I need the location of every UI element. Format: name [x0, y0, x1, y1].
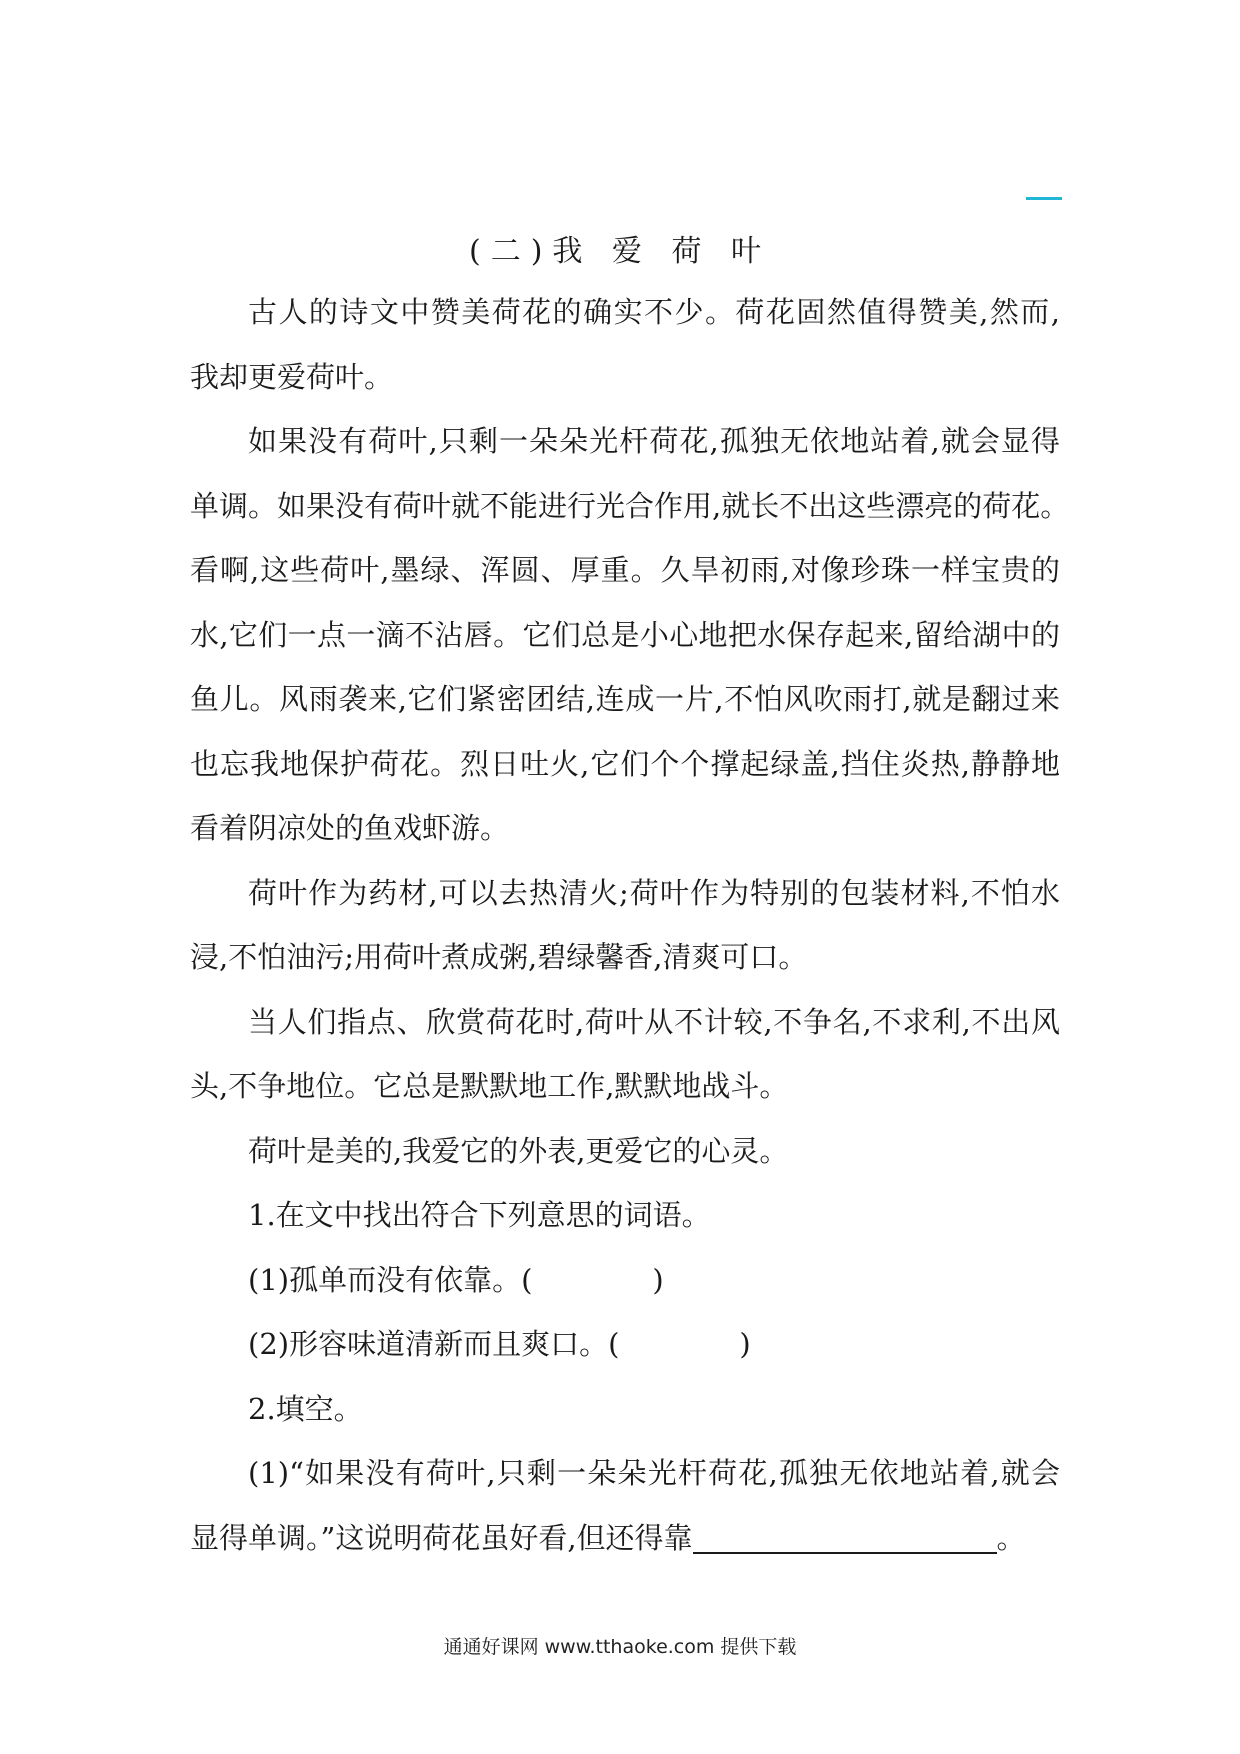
p3-line-2: 浸,不怕油污;用荷叶煮成粥,碧绿馨香,清爽可口。 — [190, 940, 808, 974]
question-1-2-text: (2)形容味道清新而且爽口。( — [248, 1327, 620, 1361]
p4-line-2: 头,不争地位。它总是默默地工作,默默地战斗。 — [190, 1069, 789, 1103]
question-2: 2.填空。 — [248, 1391, 363, 1426]
p2-line-2: 单调。如果没有荷叶就不能进行光合作用,就长不出这些漂亮的荷花。 — [190, 488, 1070, 523]
p2-line-3: 看啊,这些荷叶,墨绿、浑圆、厚重。久旱初雨,对像珍珠一样宝贵的 — [190, 553, 1060, 587]
p3-line-1: 荷叶作为药材,可以去热清火;荷叶作为特别的包装材料,不怕水 — [248, 875, 1060, 910]
passage-content — [190, 280, 1070, 1570]
p2-line-5: 鱼儿。风雨袭来,它们紧密团结,连成一片,不怕风吹雨打,就是翻过来 — [190, 682, 1060, 716]
question-1-1-text: (1)孤单而没有依靠。( — [248, 1262, 533, 1297]
p2-line-1: 如果没有荷叶,只剩一朵朵光杆荷花,孤独无依地站着,就会显得 — [248, 424, 1060, 458]
p1-line-1: 古人的诗文中赞美荷花的确实不少。荷花固然值得赞美,然而, — [248, 295, 1060, 329]
p5-line: 荷叶是美的,我爱它的外表,更爱它的心灵。 — [248, 1133, 789, 1168]
accent-mark — [1026, 197, 1062, 200]
p2-line-6: 也忘我地保护荷花。烈日吐火,它们个个撑起绿盖,挡住炎热,静静地 — [190, 746, 1060, 781]
question-2-1-text: 显得单调。”这说明荷花虽好看,但还得靠 — [190, 1520, 693, 1555]
question-2-1-line-1: (1)“如果没有荷叶,只剩一朵朵光杆荷花,孤独无依地站着,就会 — [248, 1456, 1060, 1490]
p2-line-7: 看着阴凉处的鱼戏虾游。 — [190, 811, 510, 845]
footer-watermark: 通通好课网 www.tthaoke.com 提供下载 — [443, 1636, 797, 1658]
question-2-1-line-2 — [190, 1506, 1060, 1571]
question-1-2-close: ) — [739, 1327, 751, 1361]
question-1-2 — [190, 1312, 1060, 1377]
p1-line-2: 我却更爱荷叶。 — [190, 359, 394, 394]
question-1-1 — [190, 1248, 1060, 1313]
p4-line-1: 当人们指点、欣赏荷花时,荷叶从不计较,不争名,不求利,不出风 — [248, 1004, 1060, 1039]
question-2-1-end: 。 — [996, 1520, 1026, 1555]
p2-line-4: 水,它们一点一滴不沾唇。它们总是小心地把水保存起来,留给湖中的 — [190, 617, 1060, 652]
question-1: 1.在文中找出符合下列意思的词语。 — [248, 1198, 711, 1232]
passage-title: (二)我 爱 荷 叶 — [468, 234, 772, 269]
question-1-1-close: ) — [652, 1262, 664, 1297]
answer-blank-2-1[interactable] — [693, 1522, 997, 1554]
